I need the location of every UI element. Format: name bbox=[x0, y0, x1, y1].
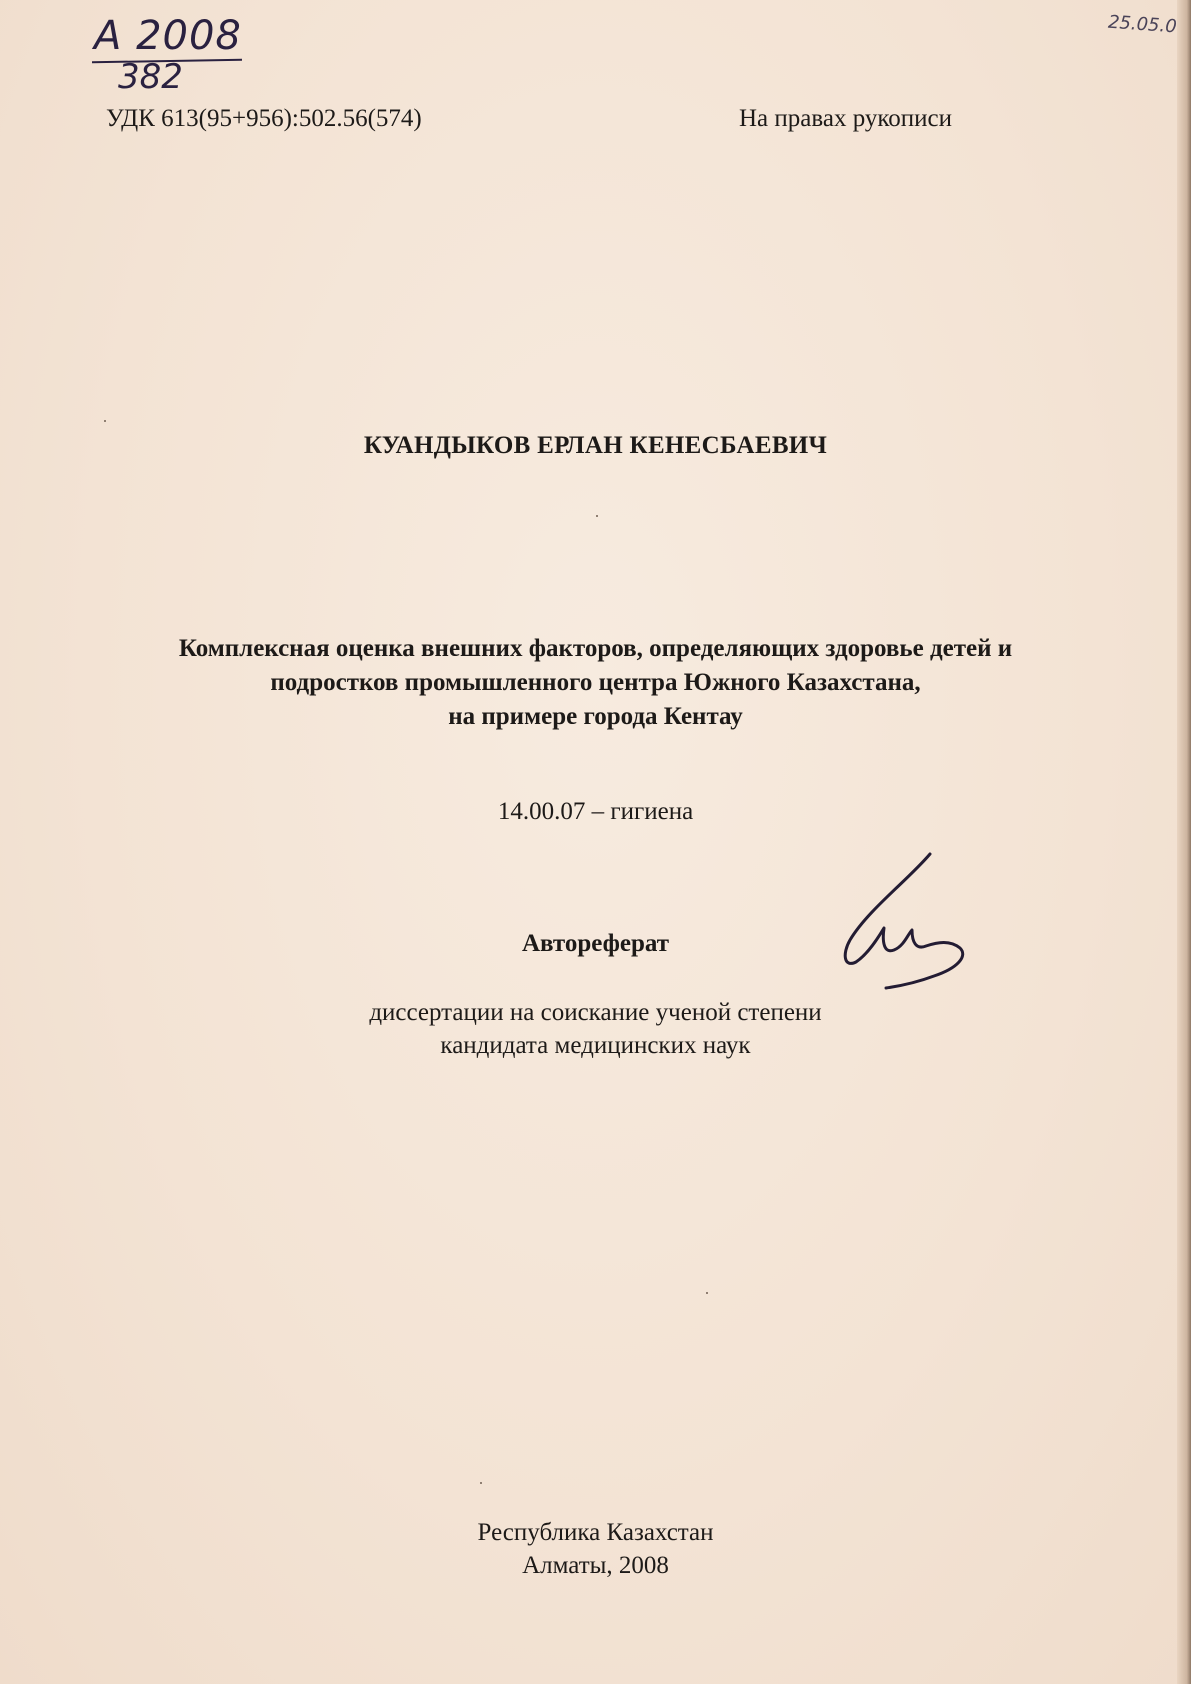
scan-speck bbox=[706, 1292, 708, 1294]
purpose-line: кандидата медицинских наук bbox=[440, 1032, 751, 1059]
rights-notice: На правах рукописи bbox=[739, 105, 952, 132]
author-name: КУАНДЫКОВ ЕРЛАН КЕНЕСБАЕВИЧ bbox=[363, 432, 828, 459]
handwritten-inventory-number: 382 bbox=[118, 57, 183, 97]
scan-speck bbox=[596, 515, 598, 517]
title-line: подростков промышленного центра Южного Казахстана, bbox=[270, 669, 921, 696]
specialty-code: 14.00.07 – гигиена bbox=[497, 798, 694, 825]
title-line: Комплексная оценка внешних факторов, определяющих здоровье детей и bbox=[178, 635, 1013, 662]
signature-icon bbox=[838, 850, 978, 1010]
handwritten-inventory-mark: А 2008 bbox=[94, 13, 242, 59]
page-edge bbox=[1177, 0, 1191, 1684]
title-line: на примере города Кентау bbox=[448, 703, 743, 730]
purpose-statement bbox=[0, 996, 1191, 1062]
scan-speck bbox=[104, 420, 106, 422]
scan-speck bbox=[480, 1482, 482, 1484]
document-type: Автореферат bbox=[521, 930, 670, 957]
dissertation-title bbox=[0, 632, 1191, 734]
publication-place bbox=[0, 1516, 1191, 1582]
purpose-line: диссертации на соискание ученой степени bbox=[369, 999, 822, 1026]
place-line: Алматы, 2008 bbox=[522, 1552, 669, 1579]
place-line: Республика Казахстан bbox=[477, 1519, 714, 1546]
udk-code: УДК 613(95+956):502.56(574) bbox=[106, 105, 422, 132]
handwritten-date-note: 25.05.0 bbox=[1107, 11, 1178, 38]
